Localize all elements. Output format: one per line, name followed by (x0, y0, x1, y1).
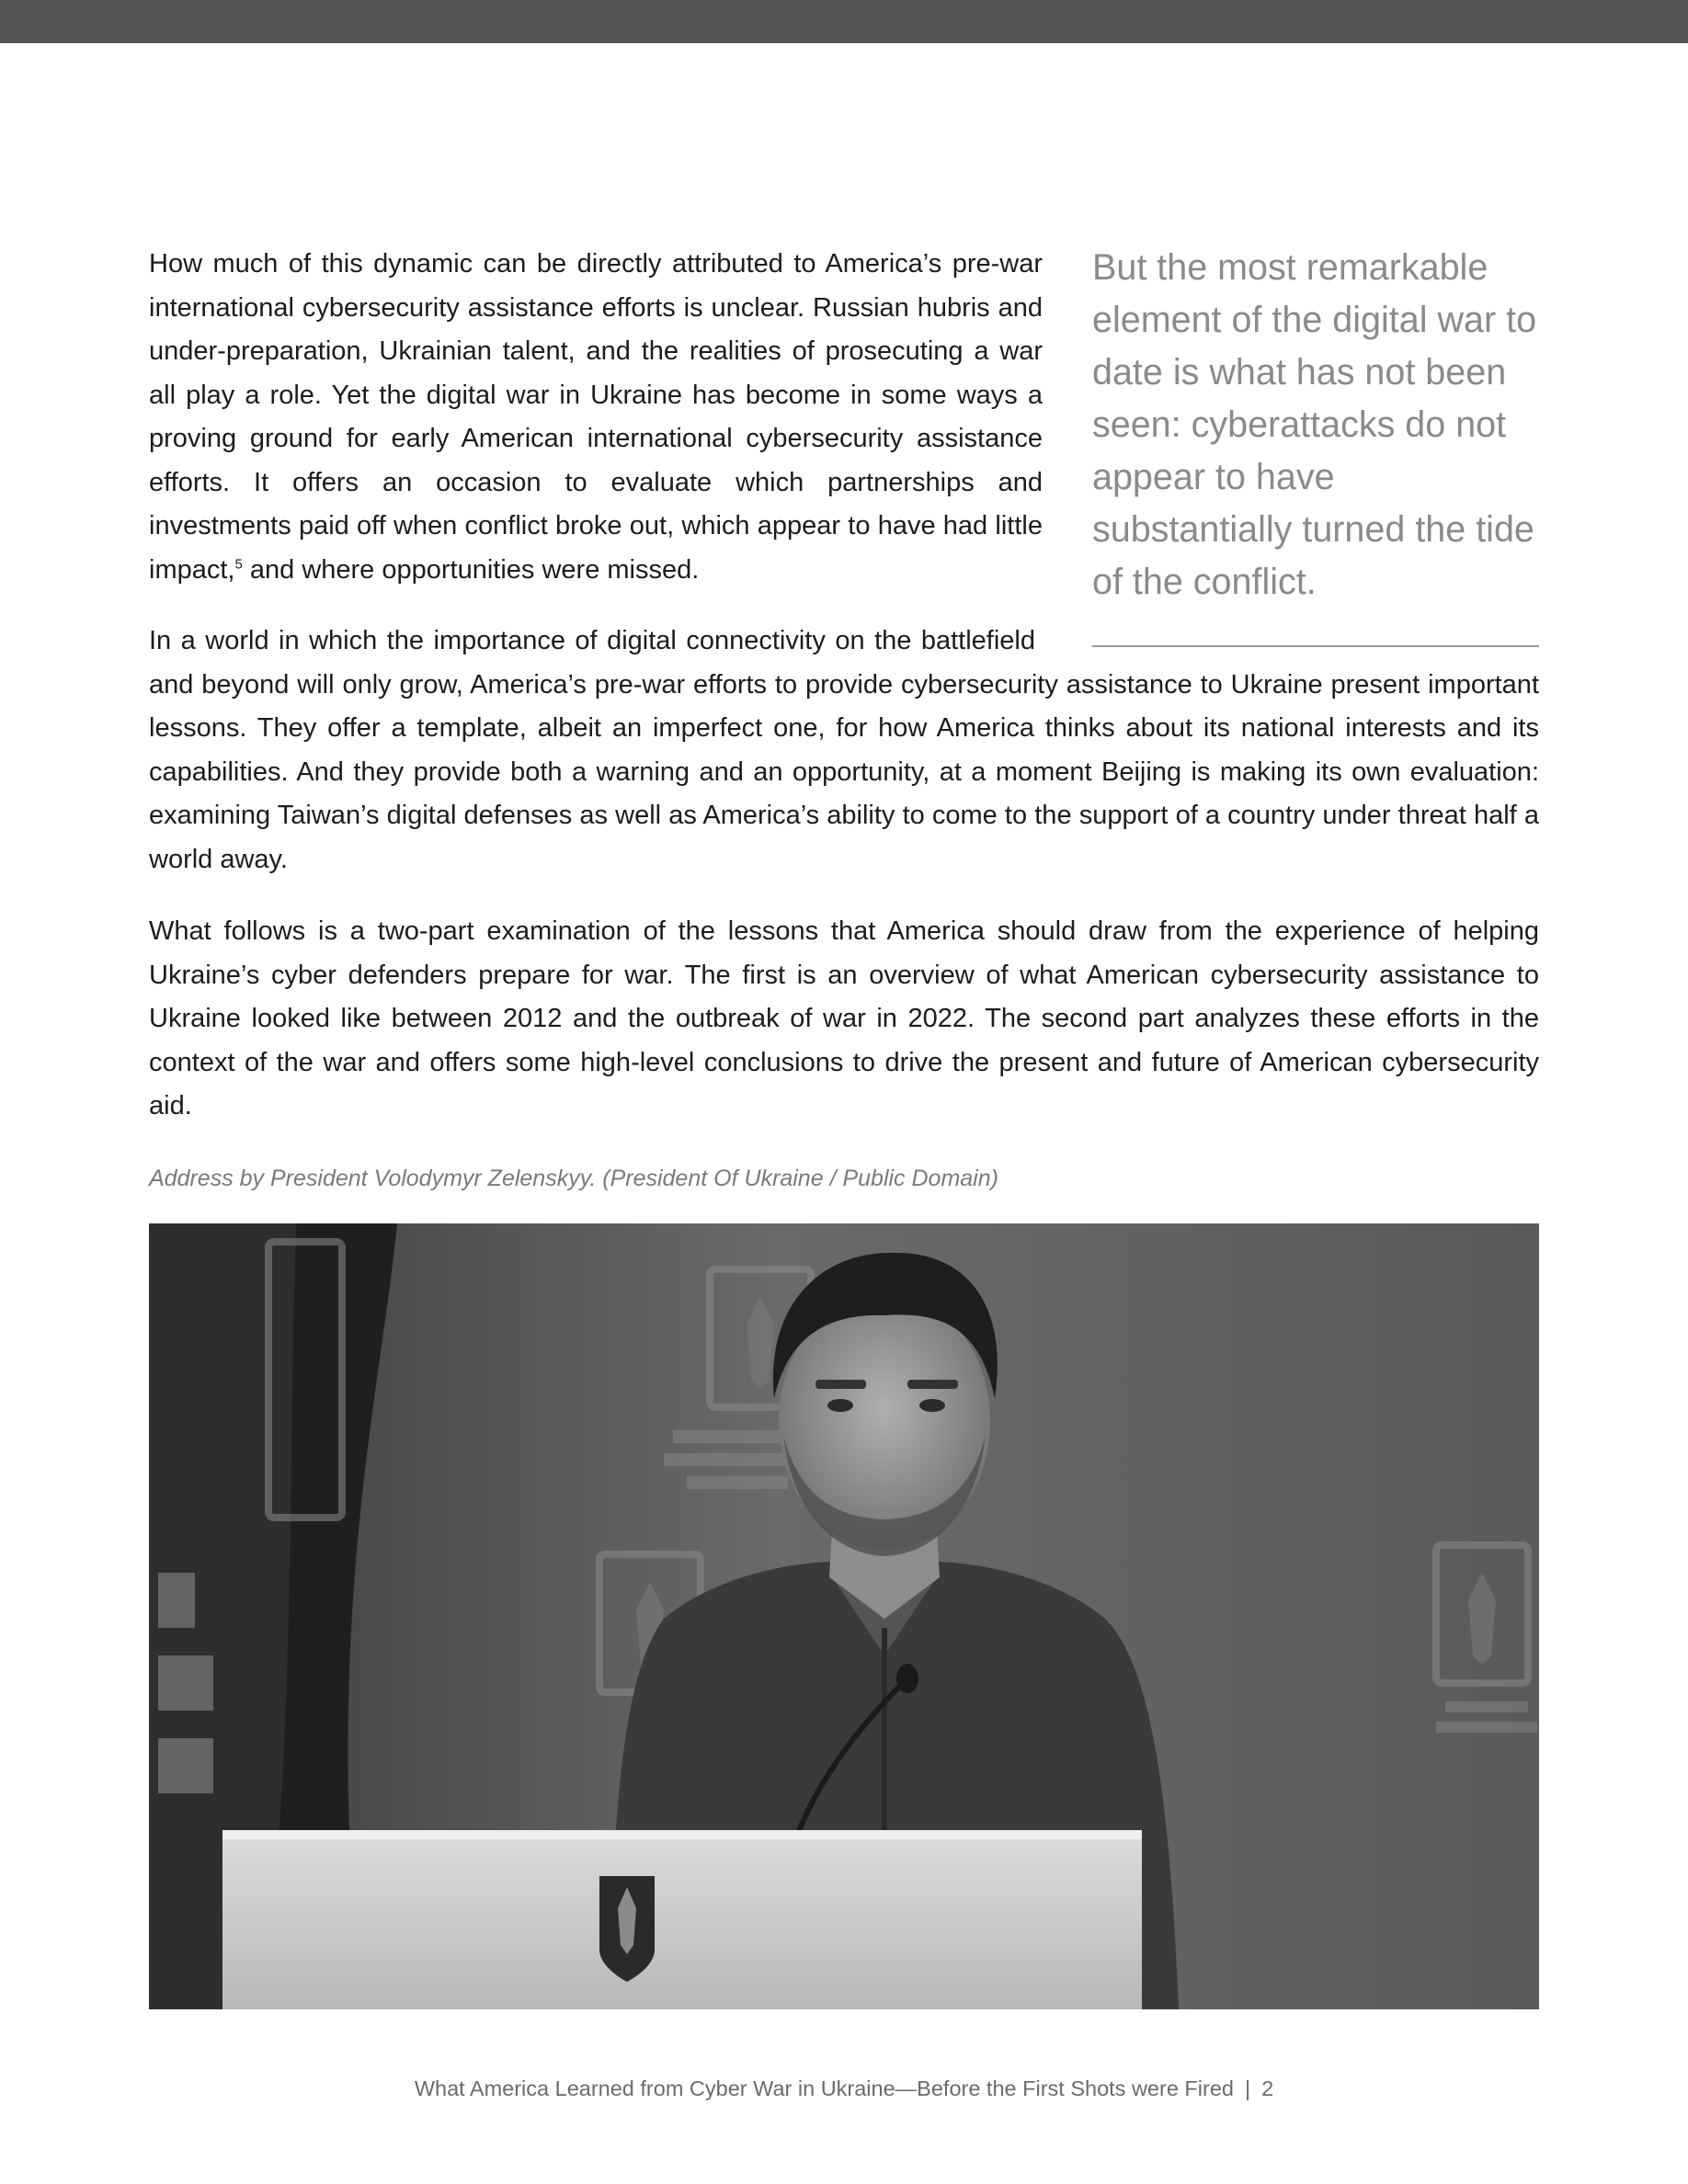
footer-separator: | (1244, 2076, 1251, 2100)
figure-photo (149, 1223, 1539, 2009)
photo-illustration (149, 1223, 1539, 2009)
figure-caption: Address by President Volodymyr Zelenskyy. (President Of Ukraine / Public Domain) (149, 1166, 998, 1191)
page-number: 2 (1261, 2076, 1274, 2100)
body-paragraph-1 (149, 243, 1043, 592)
footer-title: What America Learned from Cyber War in Ukraine—Before the First Shots were Fired (414, 2076, 1234, 2100)
body-paragraph-3: What follows is a two-part examination of the lessons that America should draw from the experience of helping Ukraine’s cyber defenders prepare for war. The first is an overview of what American cybersecurity assistance to Ukraine looked like between 2012 and the outbreak of war in 2022. The second part analyzes these efforts in the context of the war and offers some high-level conclusions to drive the present and future of American cybersecurity aid. (149, 916, 1539, 1120)
paragraph-1-text-end: and where opportunities were missed. (242, 554, 700, 585)
footnote-marker[interactable]: 5 (234, 555, 243, 572)
page-footer (0, 2076, 1688, 2101)
pull-quote-divider (1092, 645, 1539, 647)
pull-quote: But the most remarkable element of the digital war to date is what has not been seen: cyberattacks do not appear to have substantially turned the tide of the conflict. (1092, 247, 1537, 602)
body-paragraph-2 (149, 620, 1539, 882)
paragraph-1-text: How much of this dynamic can be directly attributed to America’s pre-war international cybersecurity assistance efforts is unclear. Russian hubris and under-preparation, Ukrainian talent, and the realities of prosecuting a war all play a role. Yet the digital war in Ukraine has become in some ways a proving ground for early American international cybersecurity assistance efforts. It offers an occasion to evaluate which partnerships and investments paid off when conflict broke out, which appear to have had little impact, (149, 249, 1043, 585)
pull-quote-wrap-space (1035, 620, 1539, 662)
top-bar (0, 0, 1688, 43)
paragraph-2-text: In a world in which the importance of digital connectivity on the battlefield and beyond will only grow, America’s pre-war efforts to provide cybersecurity assistance to Ukraine present important lessons. They offer a template, albeit an imperfect one, for how America thinks about its national interests and its capabilities. And they provide both a warning and an opportunity, at a moment Beijing is making its own evaluation: examining Taiwan’s digital defenses as well as America’s ability to come to the support of a country under threat half a world away. (149, 626, 1539, 874)
